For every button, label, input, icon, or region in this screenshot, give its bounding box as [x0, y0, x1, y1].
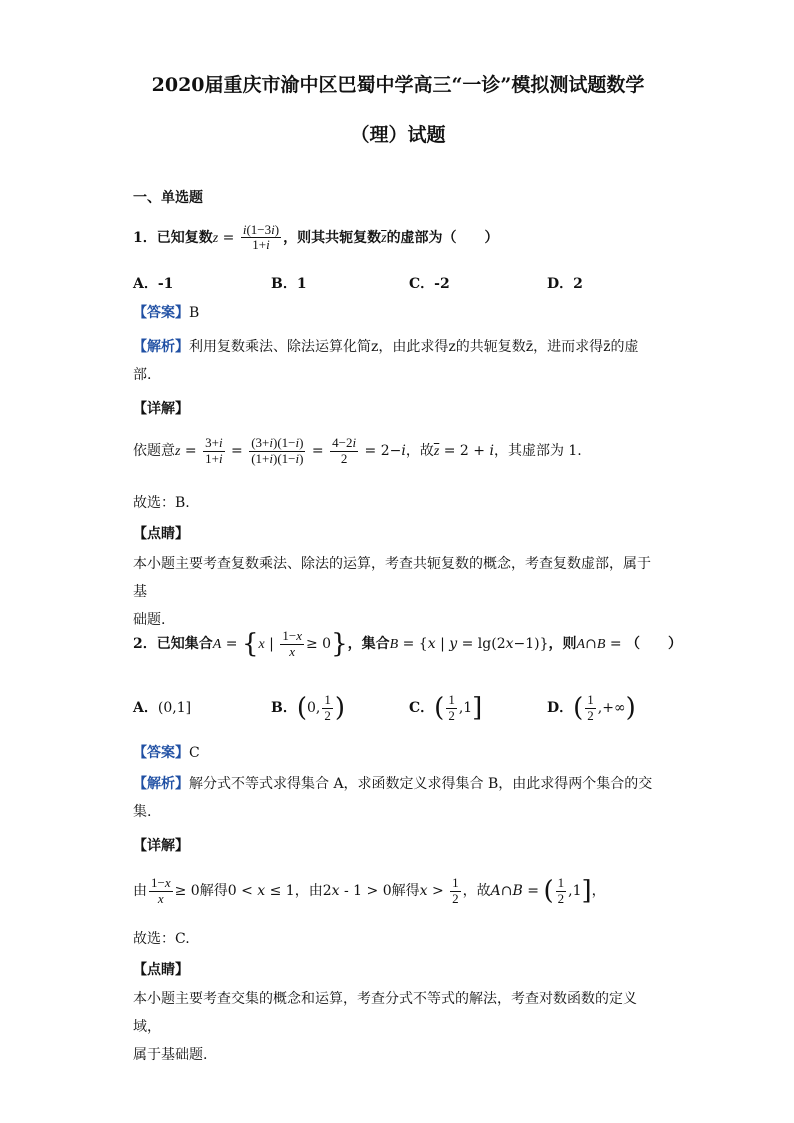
- title-line-1: 2020届重庆市渝中区巴蜀中学高三“一诊”模拟测试题数学: [151, 74, 645, 96]
- q1-option-d[interactable]: D．2: [547, 276, 583, 292]
- q1-analysis: 【解析】利用复数乘法、除法运算化简z，由此求得z的共轭复数z̄，进而求得z̄的虚 部.: [133, 339, 639, 383]
- q1-answer: 【答案】B: [133, 305, 200, 321]
- q1-comment: 本小题主要考查复数乘法、除法的运算，考查共轭复数的概念，考查复数虚部，属于基 础题.: [133, 556, 651, 628]
- q2-comment-label: 【点睛】: [133, 962, 189, 978]
- section-heading: 一、单选题: [133, 190, 203, 206]
- q2-option-c[interactable]: C．( $\frac{1}{2}$ ,1]: [409, 692, 483, 723]
- q2-comment: 本小题主要考查交集的概念和运算，考查分式不等式的解法，考查对数函数的定义域， 属于基础题.: [133, 991, 637, 1063]
- q2-option-a[interactable]: A．(0,1]: [133, 700, 192, 716]
- title-line-2: （理）试题: [350, 124, 446, 146]
- q2-choose: 故选：C.: [133, 931, 190, 947]
- q1-option-b[interactable]: B．1: [271, 276, 307, 292]
- q2-stem: 2．已知集合A = {x | $\frac{1-x}{x}$ ≥ 0}，集合B = {x | y = lg(2x−1)}，则A∩B = （ ）: [133, 628, 683, 659]
- q1-choose: 故选：B.: [133, 495, 190, 511]
- q2-answer: 【答案】C: [133, 745, 200, 761]
- q1-detail: 依题意z = $\frac{3+i}{1+i}$ = $\frac{(3+i)(1-i)}{(1+i)(1-i)}$ = $\frac{4-2i}{2}$ = 2−i，故$\overline{z} = 2 + i$，其虚部为 1.: [133, 435, 582, 466]
- q2-analysis: 【解析】解分式不等式求得集合 A，求函数定义求得集合 B，由此求得两个集合的交 集.: [133, 776, 653, 820]
- q2-detail: 由 $\frac{1-x}{x}$ ≥ 0解得0 < x ≤ 1，由2x - 1 > 0解得x > $\frac{1}{2}$ ，故A∩B = ( $\frac{1}{2}$ ,1]，: [133, 875, 606, 906]
- q1-stem: 1．已知复数z = $\frac{i(1-3i)}{1+i}$ ，则其共轭复数$\overline{z}$的虚部为（ ）: [133, 222, 499, 253]
- q2-detail-label: 【详解】: [133, 838, 189, 854]
- q2-option-b[interactable]: B．(0, $\frac{1}{2}$ ): [271, 692, 346, 723]
- q1-option-c[interactable]: C．-2: [409, 276, 450, 292]
- q1-options: [133, 273, 685, 295]
- q2-options: [133, 688, 685, 728]
- q1-option-a[interactable]: A．-1: [133, 276, 174, 292]
- q2-option-d[interactable]: D．( $\frac{1}{2}$ ,+∞): [547, 692, 636, 723]
- document-title: [133, 60, 663, 160]
- q1-detail-label: 【详解】: [133, 401, 189, 417]
- q1-comment-label: 【点睛】: [133, 526, 189, 542]
